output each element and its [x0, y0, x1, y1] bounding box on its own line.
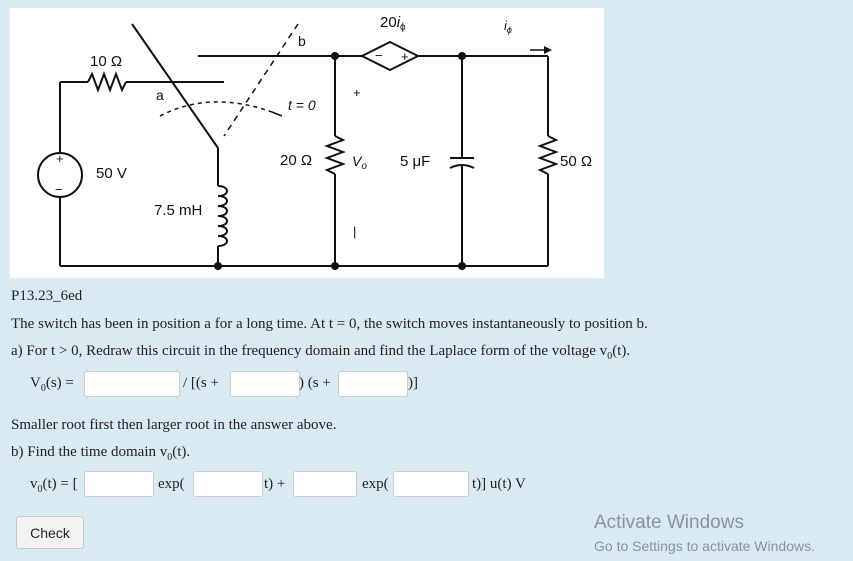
- root1-input[interactable]: [230, 371, 300, 397]
- exp1-label: exp(: [158, 476, 185, 492]
- vo-sub: o: [361, 161, 367, 172]
- coef2-input[interactable]: [293, 471, 357, 497]
- problem-id: P13.23_6ed: [11, 288, 83, 304]
- dep-gain: 20: [380, 14, 397, 31]
- iphi-sub: ϕ: [506, 25, 512, 35]
- inductor-label: 7.5 mH: [154, 202, 203, 219]
- source-plus: +: [56, 151, 64, 166]
- vo-plus: +: [353, 85, 361, 100]
- problem-statement: The switch has been in position a for a long time. At t = 0, the switch moves instantaneously to position b.: [11, 316, 648, 332]
- source-label: 50 V: [96, 165, 127, 182]
- r1-label: 10 Ω: [90, 53, 123, 70]
- svg-text:20iϕ: [380, 14, 406, 33]
- svg-text:Vo: [352, 153, 367, 172]
- tplus-label: t) +: [264, 476, 286, 492]
- check-button[interactable]: Check: [16, 516, 84, 549]
- exp2-input[interactable]: [393, 471, 469, 497]
- vo-minus: |: [353, 224, 357, 239]
- dep-var-sub: ϕ: [400, 22, 406, 33]
- part-b-prompt: b) Find the time domain $v_0(t)$.: [11, 444, 191, 463]
- pos-a-label: a: [156, 87, 164, 103]
- circuit-diagram: [10, 8, 604, 278]
- vo-label: V: [352, 153, 362, 169]
- coef1-input[interactable]: [84, 471, 154, 497]
- source-minus: −: [55, 182, 63, 197]
- iphi-label: i: [504, 18, 507, 33]
- tail-label: t)] u(t) V: [472, 476, 526, 492]
- circuit-svg: [10, 8, 604, 278]
- part-a-prompt: a) For t > 0, Redraw this circuit in the frequency domain and find the Laplace form of the voltage $v_0(t)$.: [11, 343, 631, 362]
- activation-watermark-title: Activate Windows: [594, 512, 744, 533]
- vs-label: $V_0(s)$ =: [30, 375, 74, 394]
- sep2-label: ) (s +: [299, 375, 331, 391]
- exp2-label: exp(: [362, 476, 389, 492]
- r3-label: 50 Ω: [560, 153, 593, 170]
- dep-minus: −: [375, 48, 383, 63]
- sep1-label: / [(s +: [183, 375, 219, 391]
- vt-label: $v_0(t)$ = [: [30, 476, 78, 495]
- exp1-input[interactable]: [193, 471, 263, 497]
- dep-var: i: [396, 14, 401, 31]
- sep3-label: )]: [408, 375, 418, 391]
- numerator-input[interactable]: [84, 371, 180, 397]
- activation-watermark-subtitle: Go to Settings to activate Windows.: [594, 538, 815, 554]
- svg-text:iϕ: [504, 18, 512, 35]
- r2-label: 20 Ω: [280, 152, 313, 169]
- time-label: t = 0: [288, 97, 316, 113]
- note-text: Smaller root first then larger root in the answer above.: [11, 417, 337, 433]
- pos-b-label: b: [298, 33, 306, 49]
- root2-input[interactable]: [338, 371, 408, 397]
- dep-plus: +: [401, 49, 409, 64]
- cap-label: 5 μF: [400, 153, 431, 170]
